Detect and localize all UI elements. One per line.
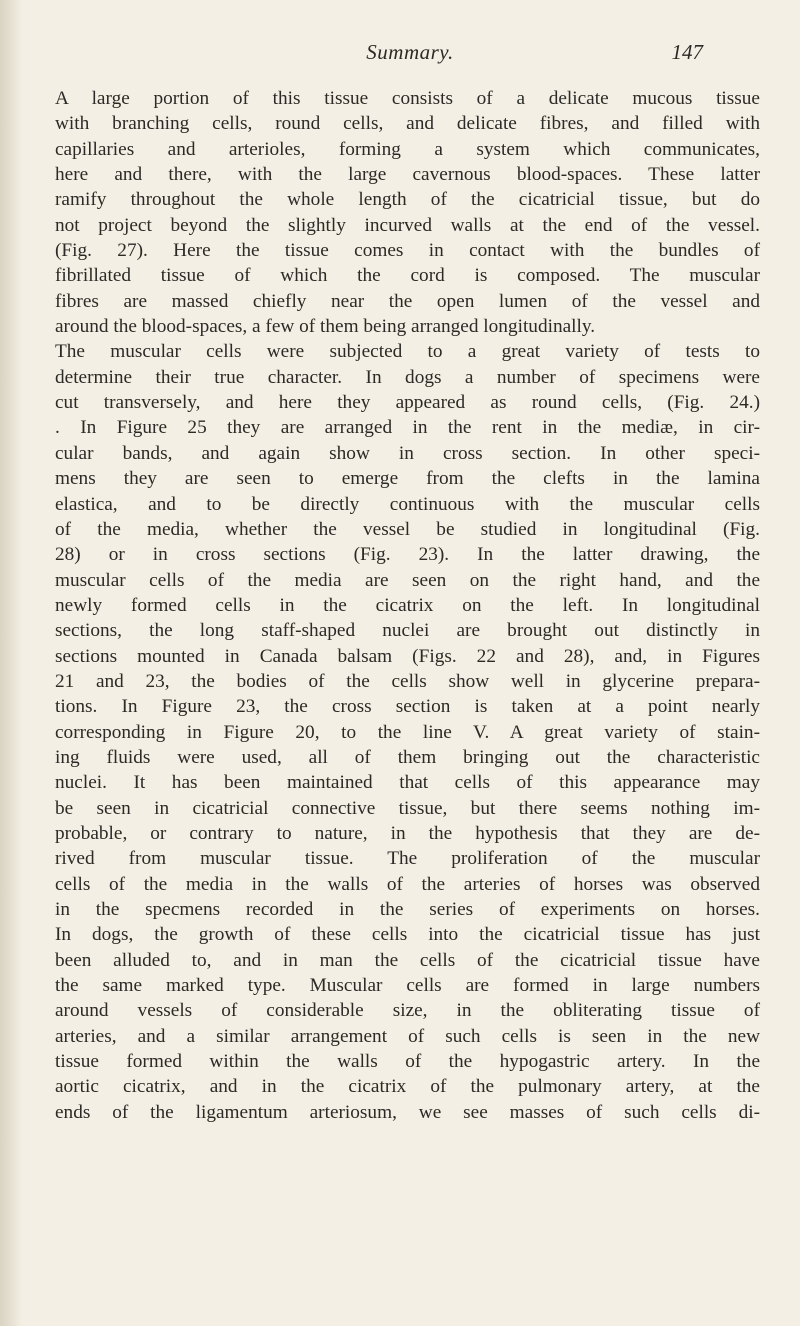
running-head: Summary. xyxy=(366,40,454,64)
text-line: around the blood-spaces, a few of them being arranged longitudinally. xyxy=(55,316,596,338)
text-line: nuclei. It has been maintained that cells of this appearance may xyxy=(55,772,760,794)
page-number: 147 xyxy=(671,40,703,64)
page-header xyxy=(55,40,765,80)
text-line: capillaries and arterioles, forming a system which communicates, xyxy=(55,138,760,160)
text-line: elastica, and to be directly continuous with the muscular cells xyxy=(55,493,760,515)
text-line: The muscular cells were subjected to a great variety of tests to xyxy=(55,341,760,363)
text-line: 21 and 23, the bodies of the cells show well in glycerine prepara- xyxy=(55,670,760,692)
text-line: the same marked type. Muscular cells are formed in large numbers xyxy=(55,975,760,997)
book-page xyxy=(55,40,765,1125)
text-line: In dogs, the growth of these cells into the cicatricial tissue has just xyxy=(55,924,760,946)
text-line: rived from muscular tissue. The proliferation of the muscular xyxy=(55,848,760,870)
text-line: not project beyond the slightly incurved walls at the end of the vessel. xyxy=(55,214,760,236)
text-line: tions. In Figure 23, the cross section is taken at a point nearly xyxy=(55,696,760,718)
text-line: ramify throughout the whole length of the cicatricial tissue, but do xyxy=(55,189,760,211)
text-line: arteries, and a similar arrangement of such cells is seen in the new xyxy=(55,1025,760,1047)
text-line: determine their true character. In dogs a number of specimens were xyxy=(55,366,760,388)
text-line: cular bands, and again show in cross section. In other speci- xyxy=(55,442,760,464)
text-line: ends of the ligamentum arteriosum, we see masses of such cells di- xyxy=(55,1101,760,1123)
text-line: tissue formed within the walls of the hypogastric artery. In the xyxy=(55,1051,760,1073)
text-line: sections mounted in Canada balsam (Figs. 22 and 28), and, in Figures xyxy=(55,645,760,667)
text-line: fibrillated tissue of which the cord is composed. The muscular xyxy=(55,265,760,287)
text-line: fibres are massed chiefly near the open lumen of the vessel and xyxy=(55,290,760,312)
text-line: 28) or in cross sections (Fig. 23). In the latter drawing, the xyxy=(55,544,760,566)
text-line: corresponding in Figure 20, to the line V. A great variety of stain- xyxy=(55,721,760,743)
text-line: around vessels of considerable size, in the obliterating tissue of xyxy=(55,1000,760,1022)
text-line: cells of the media in the walls of the arteries of horses was observed xyxy=(55,873,760,895)
text-line: mens they are seen to emerge from the clefts in the lamina xyxy=(55,468,760,490)
text-line: newly formed cells in the cicatrix on the left. In longitudinal xyxy=(55,594,760,616)
text-line: (Fig. 27). Here the tissue comes in contact with the bundles of xyxy=(55,240,760,262)
text-line: . In Figure 25 they are arranged in the rent in the mediæ, in cir- xyxy=(55,417,760,439)
text-line: A large portion of this tissue consists of a delicate mucous tissue xyxy=(55,88,760,109)
text-line: sections, the long staff-shaped nuclei are brought out distinctly in xyxy=(55,620,760,642)
text-line: in the specmens recorded in the series of experiments on horses. xyxy=(55,899,760,920)
text-line: cut transversely, and here they appeared as round cells, (Fig. 24.) xyxy=(55,392,760,414)
page-gutter-shadow xyxy=(0,0,22,1326)
text-line: here and there, with the large cavernous blood-spaces. These latter xyxy=(55,164,760,186)
text-line: of the media, whether the vessel be studied in longitudinal (Fig. xyxy=(55,518,760,540)
body-text xyxy=(55,86,760,1125)
text-line: with branching cells, round cells, and delicate fibres, and filled with xyxy=(55,113,760,135)
text-line: aortic cicatrix, and in the cicatrix of the pulmonary artery, at the xyxy=(55,1076,760,1098)
text-line: be seen in cicatricial connective tissue, but there seems nothing im- xyxy=(55,797,760,819)
text-line: muscular cells of the media are seen on the right hand, and the xyxy=(55,569,760,591)
text-line: probable, or contrary to nature, in the hypothesis that they are de- xyxy=(55,822,760,844)
text-line: ing fluids were used, all of them bringing out the characteristic xyxy=(55,746,760,768)
text-line: been alluded to, and in man the cells of the cicatricial tissue have xyxy=(55,949,760,971)
